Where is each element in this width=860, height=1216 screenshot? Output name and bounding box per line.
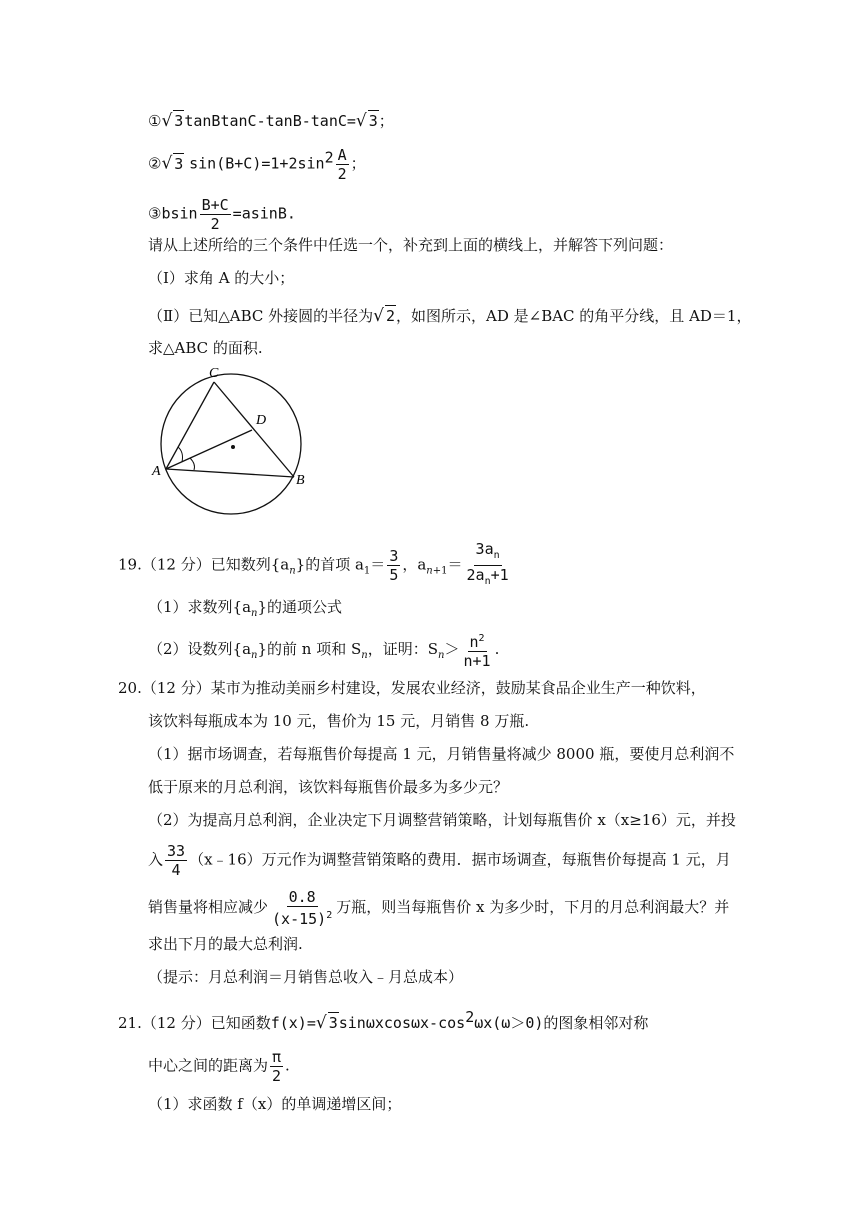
text-segment: ，a — [402, 555, 427, 574]
denominator — [270, 907, 334, 928]
sqrt-symbol: √ — [315, 1013, 327, 1033]
q21-header — [118, 1007, 648, 1033]
exponent: 2 — [326, 910, 333, 921]
fraction-recurrence — [465, 540, 511, 591]
sqrt-symbol: √ — [373, 306, 384, 326]
denominator: $2a_n+1$ — [466, 566, 509, 587]
radicand: 3 — [174, 154, 184, 173]
text-segment: ＝ — [447, 555, 463, 574]
function-text: ωx(ω＞0) — [474, 1014, 544, 1032]
numerator: 3 — [389, 547, 399, 565]
fraction — [336, 146, 349, 183]
text-segment: ＝ — [370, 555, 386, 574]
text-segment: 销售量将相应减少 — [148, 898, 269, 916]
q18-part-2-line-1 — [148, 305, 751, 326]
text-segment: 中心之间的距离为 — [148, 1056, 269, 1075]
condition-1 — [148, 110, 394, 131]
text-segment: （1）求数列{a — [148, 598, 252, 616]
fraction — [165, 842, 187, 879]
label-a: A — [152, 464, 161, 479]
condition-text: sin(B+C)=1+2sin — [189, 154, 325, 173]
q18-instruction: 请从上述所给的三个条件中任选一个，补充到上面的横线上，并解答下列问题： — [148, 236, 674, 254]
numerator: π — [272, 1048, 282, 1066]
exponent: 2 — [324, 148, 334, 167]
condition-3 — [148, 196, 296, 233]
punctuation: ； — [350, 154, 366, 173]
q21-line-2 — [148, 1048, 290, 1085]
text-segment: （Ⅱ）已知△ABC 外接圆的半径为 — [148, 307, 374, 325]
numerator — [468, 630, 487, 652]
punctuation: . — [494, 640, 500, 658]
radicand: 2 — [385, 307, 395, 325]
denominator: 2 — [210, 215, 220, 233]
denominator: 2 — [337, 165, 347, 183]
q19-part-1: （1）求数列$\{a_n\}$的通项公式 — [148, 598, 343, 619]
side-ab — [166, 469, 294, 477]
text-segment: （x﹣16）万元作为调整营销策略的费用．据市场调查，每瓶售价每提高 1 元，月 — [189, 850, 731, 869]
condition-text: bsin — [161, 204, 198, 223]
text-segment: 的图象相邻对称 — [543, 1014, 649, 1032]
q19-header: 19.（12 分）已知数列$\{a_n\}$的首项 $a_1=$ $\frac{3}{5}$ ，$a_{n+1}=$ $\frac{3a_n}{2a_n+1}$ — [118, 540, 513, 591]
numerator: A — [337, 146, 347, 164]
numerator: 0.8 — [288, 888, 316, 906]
function-text: f(x)= — [270, 1014, 316, 1032]
text-segment: 19.（12 分）已知数列{a — [118, 555, 290, 574]
denominator: n+1 — [463, 652, 491, 670]
side-ac — [166, 382, 214, 469]
fraction — [270, 888, 334, 928]
text-segment: 入 — [148, 850, 164, 869]
sqrt-symbol: √ — [161, 153, 173, 174]
text-segment: 万瓶，则当每瓶售价 x 为多少时，下月的月总利润最大？并 — [336, 898, 730, 916]
q20-hint: （提示：月总利润＝月销售总收入﹣月总成本） — [148, 968, 464, 986]
q20-line-8: 求出下月的最大总利润. — [148, 935, 303, 953]
fraction — [270, 1048, 283, 1085]
exponent: 2 — [478, 633, 485, 644]
punctuation: ； — [378, 112, 394, 130]
text-segment: ，如图所示，AD 是∠BAC 的角平分线，且 AD＝1， — [396, 307, 752, 325]
text-segment: （2）设数列{a — [148, 640, 252, 658]
label-c: C — [209, 366, 219, 381]
sqrt-symbol: √ — [355, 111, 367, 131]
q20-line-7 — [148, 888, 729, 928]
numerator-text: 3a — [475, 540, 494, 558]
circle-triangle-figure — [148, 362, 316, 522]
text-segment: ，证明：S — [367, 640, 439, 658]
text-segment: }的前 n 项和 S — [257, 640, 362, 658]
exponent: 2 — [465, 1008, 475, 1026]
denominator-text: 2a — [466, 566, 485, 584]
q20-line-4: 低于原来的月总利润，该饮料每瓶售价最多为多少元？ — [148, 778, 509, 796]
q20-line-6 — [148, 842, 731, 879]
radicand: 3 — [174, 112, 184, 130]
numerator-text: n — [469, 633, 479, 651]
condition-marker: ① — [148, 112, 162, 130]
condition-marker: ③ — [148, 204, 162, 223]
center-point — [231, 445, 235, 449]
q18-part-2-line-2: 求△ABC 的面积. — [148, 339, 263, 357]
radicand: 3 — [328, 1014, 338, 1032]
condition-2 — [148, 146, 366, 183]
text-segment: }的首项 a — [295, 555, 364, 574]
denominator: 4 — [171, 861, 181, 879]
angle-arc-2 — [190, 458, 195, 470]
q21-part-1: （1）求函数 f（x）的单调递增区间； — [148, 1095, 402, 1113]
label-b: B — [296, 473, 305, 488]
text-segment: 21.（12 分）已知函数 — [118, 1014, 271, 1032]
numerator: 33 — [167, 842, 186, 860]
q20-line-3: （1）据市场调查，若每瓶售价每提高 1 元，月销售量将减少 8000 瓶，要使月总利润不 — [148, 745, 735, 763]
bisector-ad — [166, 430, 252, 469]
denominator-text: +1 — [490, 566, 509, 584]
text-segment: ＞ — [444, 640, 460, 658]
punctuation: . — [285, 1056, 290, 1075]
q20-line-2: 该饮料每瓶成本为 10 元，售价为 15 元，月销售 8 万瓶. — [148, 712, 530, 730]
denominator: 5 — [389, 566, 399, 584]
label-d: D — [256, 413, 267, 428]
sqrt-symbol: √ — [161, 111, 173, 131]
numerator: B+C — [201, 196, 229, 214]
text-segment: }的通项公式 — [257, 598, 343, 616]
function-text: sinωxcosωx-cos — [338, 1014, 466, 1032]
condition-text: tanBtanC-tanB-tanC= — [184, 112, 356, 130]
q18-part-1: （Ⅰ）求角 A 的大小； — [148, 269, 295, 287]
fraction — [461, 630, 492, 670]
q20-line-5: （2）为提高月总利润，企业决定下月调整营销策略，计划每瓶售价 x（x≥16）元，并投 — [148, 811, 736, 829]
denominator: 2 — [272, 1067, 282, 1085]
fraction — [200, 196, 231, 233]
circumcircle — [161, 374, 301, 514]
q20-line-1: 20.（12 分）某市为推动美丽乡村建设，发展农业经济，鼓励某食品企业生产一种饮料， — [118, 679, 706, 697]
denominator-text: (x-15) — [272, 910, 327, 928]
condition-marker: ② — [148, 154, 162, 173]
numerator: $3a_n$ — [474, 540, 502, 566]
angle-arc-1 — [178, 447, 183, 462]
q19-part-2: （2）设数列$\{a_n\}$的前 n 项和 $S_n$，证明：$S_n>$ $\frac{n^2}{n+1}$ . — [148, 630, 499, 670]
fraction-a1 — [387, 547, 400, 584]
radicand: 3 — [368, 112, 378, 130]
condition-text: =asinB. — [232, 204, 296, 223]
